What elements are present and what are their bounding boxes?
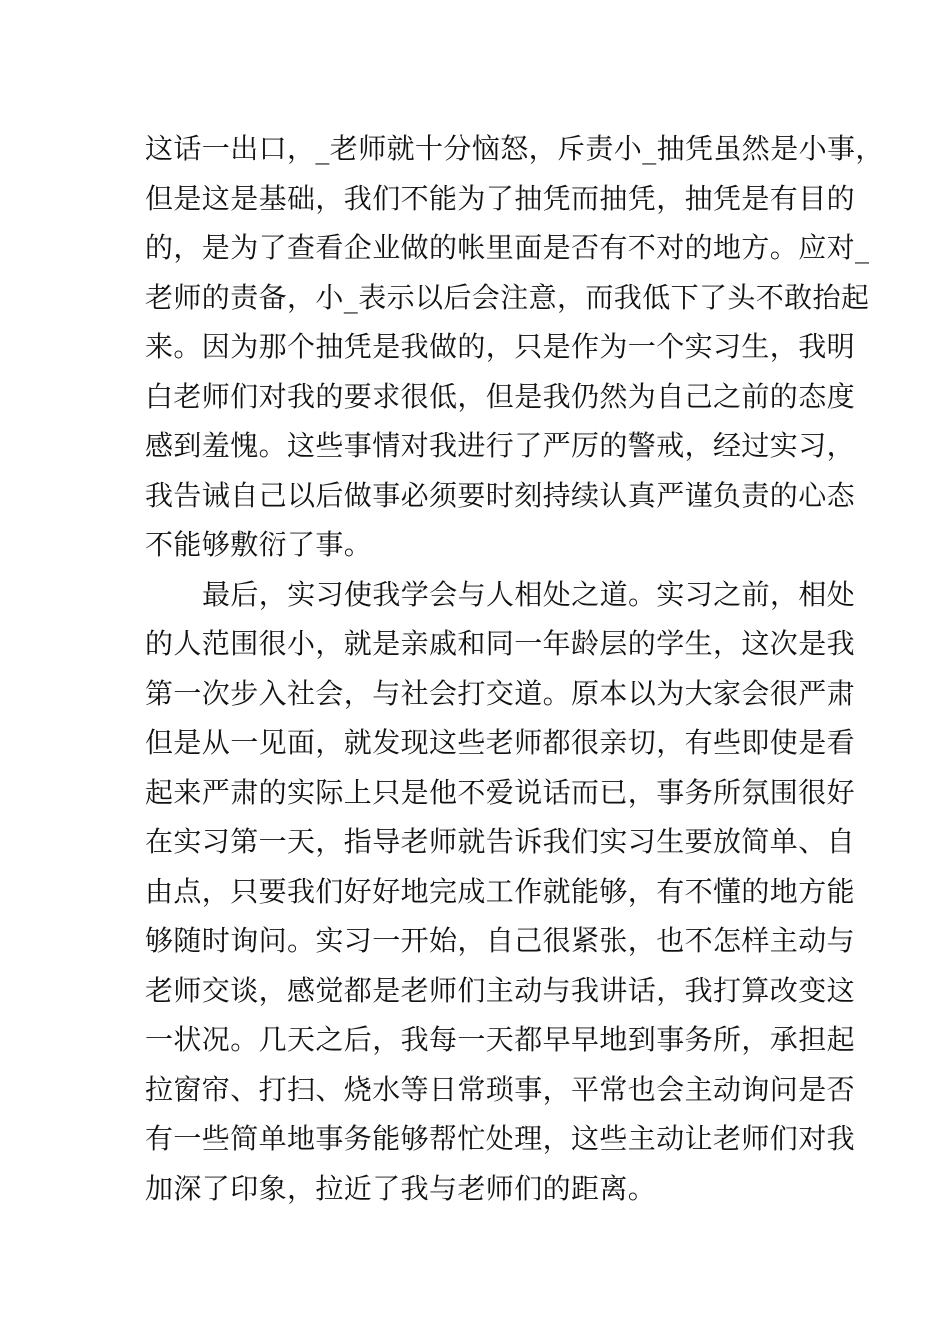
paragraph-line: 来。因为那个抽凭是我做的，只是作为一个实习生，我明 [145,330,856,363]
paragraph-line: 拉窗帘、打扫、烧水等日常琐事，平常也会主动询问是否 [145,1072,856,1106]
paragraph-line: 在实习第一天，指导老师就告诉我们实习生要放简单、自 [145,825,856,858]
paragraph-line: 由点，只要我们好好地完成工作就能够，有不懂的地方能 [145,874,856,908]
paragraph-line: 但是从一见面，就发现这些老师都很亲切，有些即使是看 [145,726,856,759]
paragraph-line: 有一些简单地事务能够帮忙处理，这些主动让老师们对我 [145,1122,856,1155]
paragraph-line: 这话一出口，_老师就十分恼怒，斥责小_抽凭虽然是小事， [145,132,884,165]
paragraph-line: 但是这是基础，我们不能为了抽凭而抽凭，抽凭是有目的 [145,181,856,215]
paragraph-line: 一状况。几天之后，我每一天都早早地到事务所，承担起 [145,1023,856,1056]
paragraph-line: 的人范围很小，就是亲戚和同一年龄层的学生，这次是我 [145,627,856,660]
paragraph-line: 白老师们对我的要求很低，但是我仍然为自己之前的态度 [145,379,856,413]
paragraph-line: 我告诫自己以后做事必须要时刻持续认真严谨负责的心态 [145,478,856,512]
paragraph-1 [145,124,884,570]
paragraph-line: 老师的责备，小_表示以后会注意，而我低下了头不敢抬起 [145,280,870,314]
paragraph-2 [145,570,856,1214]
paragraph-line: 不能够敷衍了事。 [145,528,373,561]
paragraph-line: 最后，实习使我学会与人相处之道。实习之前，相处 [202,577,856,611]
paragraph-line: 的，是为了查看企业做的帐里面是否有不对的地方。应对_ [145,231,870,264]
paragraph-line: 感到羞愧。这些事情对我进行了严厉的警戒，经过实习， [145,429,856,462]
document-body [145,124,884,1213]
paragraph-line: 第一次步入社会，与社会打交道。原本以为大家会很严肃 [145,676,856,710]
paragraph-line: 加深了印象，拉近了我与老师们的距离。 [145,1171,657,1205]
paragraph-line: 起来严肃的实际上只是他不爱说话而已，事务所氛围很好 [145,775,856,809]
paragraph-line: 够随时询问。实习一开始，自己很紧张，也不怎样主动与 [145,924,856,957]
paragraph-line: 老师交谈，感觉都是老师们主动与我讲话，我打算改变这 [145,973,856,1007]
